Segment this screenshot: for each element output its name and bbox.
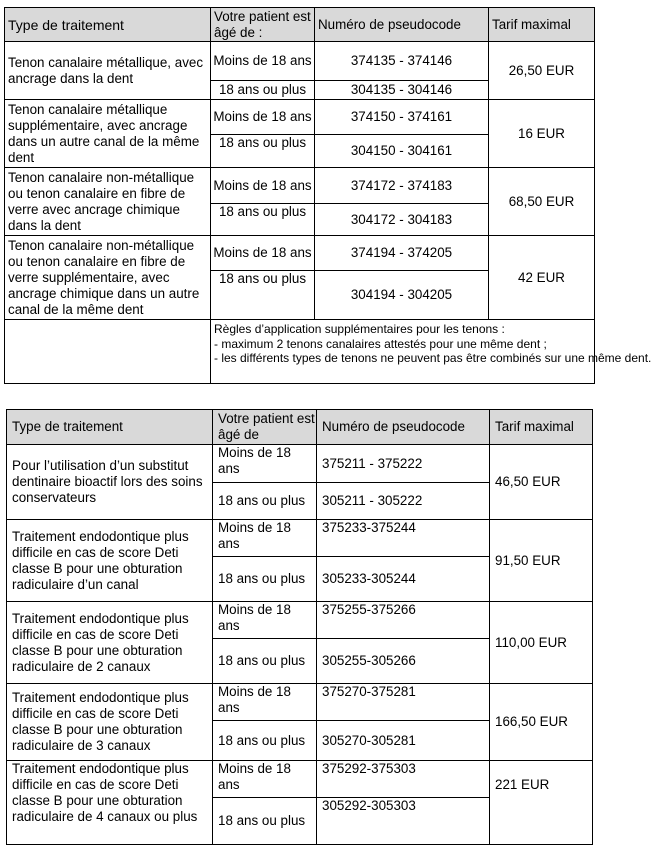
code-over-cell: 304172 - 304183 (315, 204, 489, 236)
treatment-cell: Tenon canalaire métallique supplémentaire, avec ancrage dans un autre canal de la même dent (5, 100, 211, 168)
code-over-cell: 304150 - 304161 (315, 135, 489, 168)
table-row (7, 761, 593, 798)
table-row (7, 684, 593, 721)
age-over-cell: 18 ans ou plus (211, 135, 315, 168)
tariff-cell: 46,50 EUR (490, 445, 593, 520)
age-over-cell: 18 ans ou plus (211, 271, 315, 320)
age-over-cell: 18 ans ou plus (213, 483, 317, 520)
header-row (7, 410, 593, 445)
header-age: Votre patient est âgé de (213, 410, 317, 445)
tenons-table (4, 7, 651, 384)
code-over-cell: 304135 - 304146 (315, 81, 489, 100)
treatment-cell: Traitement endodontique plus difficile en cas de score Deti classe B pour une obturation radiculaire d’un canal (7, 520, 213, 602)
age-under-cell: Moins de 18 ans (213, 520, 317, 557)
table-row (5, 236, 595, 271)
code-over-cell: 305270-305281 (317, 721, 490, 761)
age-over-cell: 18 ans ou plus (213, 798, 317, 845)
tariff-cell: 166,50 EUR (490, 684, 593, 761)
code-over-cell: 304194 - 304205 (315, 271, 489, 320)
header-tarif: Tarif maximal (490, 410, 593, 445)
age-over-cell: 18 ans ou plus (213, 557, 317, 602)
rules-item: - maximum 2 tenons canalaires attestés pour une même dent ; (214, 336, 547, 351)
code-under-cell: 375255-375266 (317, 602, 490, 639)
age-under-cell: Moins de 18 ans (211, 100, 315, 135)
treatment-table (6, 409, 593, 845)
age-under-cell: Moins de 18 ans (211, 236, 315, 271)
rules-blank-cell (5, 320, 211, 384)
age-under-cell: Moins de 18 ans (211, 168, 315, 204)
treatment-cell: Pour l’utilisation d’un substitut dentinaire bioactif lors des soins conservateurs (7, 445, 213, 520)
treatment-cell: Tenon canalaire non-métallique ou tenon canalaire en fibre de verre supplémentaire, avec ancrage chimique dans un autre canal de la même dent (5, 236, 211, 320)
tariff-cell: 42 EUR (489, 236, 595, 320)
code-under-cell: 375233-375244 (317, 520, 490, 557)
table-row (7, 445, 593, 483)
header-pseudocode: Numéro de pseudocode (317, 410, 490, 445)
age-over-cell: 18 ans ou plus (213, 721, 317, 761)
code-under-cell: 374150 - 374161 (315, 100, 489, 135)
tariff-cell: 221 EUR (490, 761, 593, 845)
code-over-cell: 305233-305244 (317, 557, 490, 602)
code-over-cell: 305292-305303 (317, 798, 490, 845)
age-over-cell: 18 ans ou plus (211, 81, 315, 100)
header-age: Votre patient est âgé de : (211, 8, 315, 42)
tariff-cell: 68,50 EUR (489, 168, 595, 236)
age-over-cell: 18 ans ou plus (213, 639, 317, 684)
code-under-cell: 374172 - 374183 (315, 168, 489, 204)
age-under-cell: Moins de 18 ans (213, 761, 317, 798)
code-under-cell: 375211 - 375222 (317, 445, 490, 483)
table-row (5, 168, 595, 204)
tariff-cell: 110,00 EUR (490, 602, 593, 684)
code-under-cell: 375270-375281 (317, 684, 490, 721)
age-over-cell: 18 ans ou plus (211, 204, 315, 236)
table-row (7, 602, 593, 639)
code-under-cell: 374194 - 374205 (315, 236, 489, 271)
header-tarif: Tarif maximal (489, 8, 595, 42)
treatment-cell: Traitement endodontique plus difficile en cas de score Deti classe B pour une obturation radiculaire de 2 canaux (7, 602, 213, 684)
treatment-cell: Tenon canalaire non-métallique ou tenon canalaire en fibre de verre avec ancrage chimique dans la dent (5, 168, 211, 236)
table-row (5, 100, 595, 135)
header-pseudocode: Numéro de pseudocode (315, 8, 489, 42)
treatment-cell: Traitement endodontique plus difficile en cas de score Deti classe B pour une obturation radiculaire de 4 canaux ou plus (7, 761, 213, 845)
code-under-cell: 375292-375303 (317, 761, 490, 798)
header-row (5, 8, 595, 42)
rules-cell (211, 320, 651, 384)
table-row (7, 520, 593, 557)
age-under-cell: Moins de 18 ans (213, 684, 317, 721)
header-type-traitement: Type de traitement (7, 410, 213, 445)
tariff-cell: 26,50 EUR (489, 42, 595, 100)
tariff-cell: 91,50 EUR (490, 520, 593, 602)
rules-row (5, 320, 595, 384)
tariff-cell: 16 EUR (489, 100, 595, 168)
age-under-cell: Moins de 18 ans (211, 42, 315, 81)
rules-title: Règles d’application supplémentaires pour les tenons : (214, 322, 505, 336)
code-under-cell: 374135 - 374146 (315, 42, 489, 81)
header-type-traitement: Type de traitement (5, 8, 211, 42)
code-over-cell: 305255-305266 (317, 639, 490, 684)
treatment-cell: Tenon canalaire métallique, avec ancrage dans la dent (5, 42, 211, 100)
table-row (5, 42, 595, 81)
rules-item: - les différents types de tenons ne peuvent pas être combinés sur une même dent. (214, 351, 651, 365)
code-over-cell: 305211 - 305222 (317, 483, 490, 520)
age-under-cell: Moins de 18 ans (213, 602, 317, 639)
age-under-cell: Moins de 18 ans (213, 445, 317, 483)
treatment-cell: Traitement endodontique plus difficile en cas de score Deti classe B pour une obturation radiculaire de 3 canaux (7, 684, 213, 761)
